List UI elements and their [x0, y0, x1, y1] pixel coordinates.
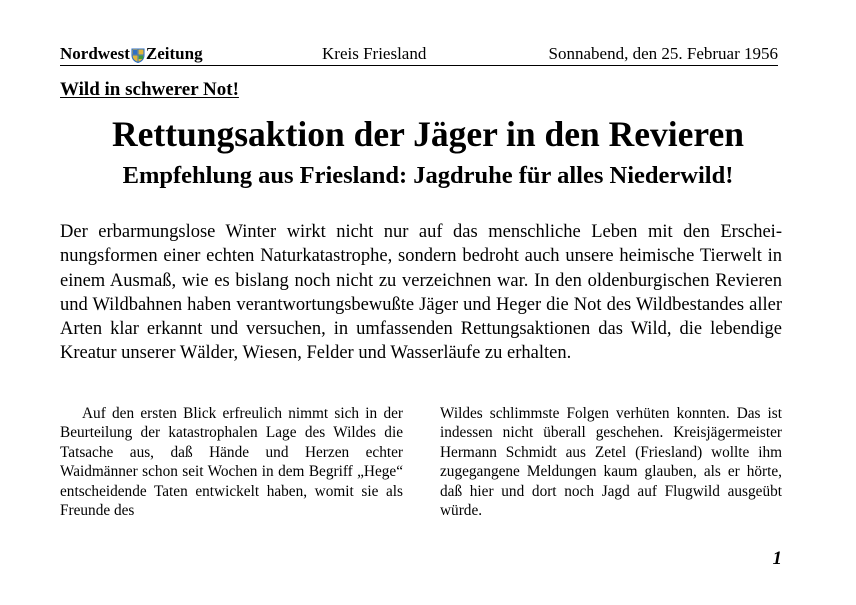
- issue-date: Sonnabend, den 25. Februar 1956: [548, 44, 778, 63]
- paper-name-part1: Nordwest: [60, 44, 130, 63]
- paper-name-part2: Zeitung: [145, 44, 203, 63]
- article-subheadline: Empfehlung aus Friesland: Jagdruhe für alles Niederwild!: [122, 162, 734, 189]
- article-kicker: Wild in schwerer Not!: [60, 79, 239, 100]
- masthead-rule: [60, 65, 778, 66]
- paper-name: [60, 44, 203, 64]
- article-column-right: Wildes schlimmste Folgen verhüten konnten. Das ist indessen nicht überall geschehen. Kreisjägermeister Hermann Schmidt aus Zetel (Friesland) wollte ihm zugegangene Meldungen kaum glauben, als er hörte, daß hier und dort noch Jagd auf Flugwild ausgeübt würde.: [440, 405, 782, 520]
- article-headline: Rettungsaktion der Jäger in den Revieren: [111, 114, 745, 154]
- coat-of-arms-icon: [131, 48, 145, 63]
- page-number: 1: [772, 548, 782, 569]
- masthead: [60, 44, 778, 64]
- district-label: Kreis Friesland: [322, 44, 427, 63]
- article-column-left: Auf den ersten Blick erfreulich nimmt sich in der Beurteilung der katastrophalen Lage des Wildes die Tatsache aus, daß Hände und Herzen echter Waidmänner schon seit Wochen in dem Begriff „Hege“ entscheidende Taten entwickelt haben, womit sie als Freunde des: [60, 405, 403, 520]
- article-lead-paragraph: Der erbarmungslose Winter wirkt nicht nur auf das menschliche Leben mit den Erscheinungsformen einer echten Naturkatastrophe, sondern bedroht auch unsere heimische Tierwelt in einem Ausmaß, wie es bislang noch nicht zu verzeichnen war. In den oldenburgischen Revieren und Wildbahnen haben verantwortungsbewußte Jäger und Heger die Not des Wildbestandes aller Arten klar erkannt und versuchen, in umfassenden Rettungsaktionen das Wild, die lebendige Kreatur unserer Wälder, Wiesen, Felder und Wasserläufe zu erhalten.: [60, 222, 782, 364]
